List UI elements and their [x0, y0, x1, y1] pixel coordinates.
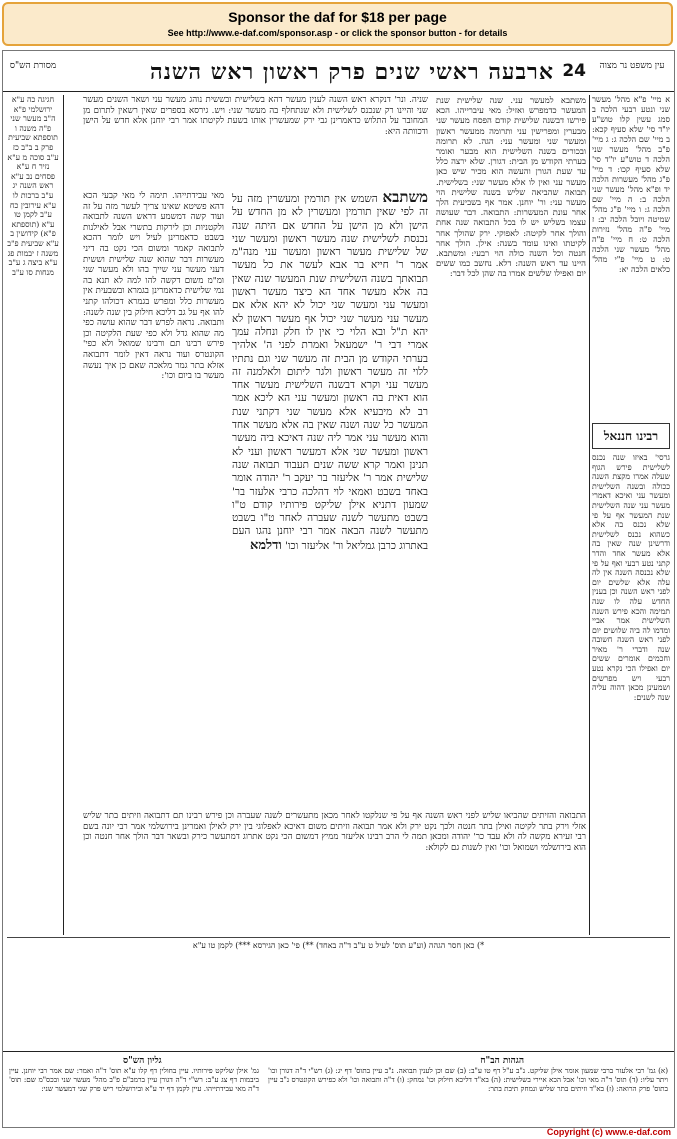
- gemara-text: השמש אין תורמין ומעשרין מזה על זה לפי שאין תורמין ומעשרין לא מן החדש על הישן ולא מן הישן על החדש אם היתה שנה נכנסת לשלישית שנה מעשר ראשון ומעשר שני של שלישית מעשר ראשון ומעשר עני מנה"מ אמר ר' חייא בר אבא לעשר את כל מעשר תבואתך בשנה השלישית שנת המעשר שנה שאין בה אלא מעשר אחד הא כיצד מעשר ראשון ומעשר עני ומעשר שני יכול לא יהא אלא אם מעשר עני מעשר שני יכול אף מעשר ראשון לא יהא ת"ל ובא הלוי כי אין לו חלק ונחלה עמך אמרי דבי ר' ישמעאל ואמרת לפני ה' אלהיך בערתי הקודש מן הבית זה מעשר שני וגם נתתיו ללוי זה מעשר ראשון ולגר ליתום ולאלמנה זה מעשר עני וקרא דבשנה השלישית מעשר אחד הוא דאית בה ראשון ומעשר עני הא ליכא אמר רב לא מיבעיא אלא מעשר שני דקתני שנת המעשר כל שנה ושנה שאין בה אלא מעשר אחד והוא מעשר עני אמר ליה שנה דאיכא ביה מעשר ראשון ומעשר שני אלא דמעשר ראשון ועני לא תנינן ואמר קרא ששה שנים תעבוד תבואה שנה שלישית אמר ר' אליעזר בר יעקב ר' יהודה אומר באחד בשבט ואמאי לוי דהלכה כרבי אלעזר בר' שמעון דתניא אילן שליקט פירותיו קודם ט"ו בשבט מתעשר לשנה שעברה לאחר ט"ו בשבט מתעשר לשנה הבאה אמר רבי יוחנן נהגו העם באתרוג כרבן גמליאל ור' אליעזר וכו': [232, 193, 428, 552]
- tosafot-top-band: שניה. ונר' דנקרא ראש השנה לענין מעשר דהא בשלישית ובששית נוהג מעשר עני ושאר השנים מעשר שני והיינו רק שנכנס לשלישית ולא שנתחלף בה מעשר שני: ויש. גירסא בספרים שאין רשאין לתרום מן המחובר על התלוש כדאמרינן גבי ירק שמעשרין אותו בשעת לקיטתו אמר רבי יוחנן אלא חדש על הישן ודכוותה היא:: [83, 95, 428, 137]
- sponsor-title[interactable]: Sponsor the daf for $18 per page: [228, 9, 447, 25]
- gilyon-text: גמ' אילן שליקט פירותיו. עיין בחולין דף קלו ע"א תוס' ד"ה ואמר: שם אמר רבי יוחנן. עיין ביבמות דף צג ע"ב: רש"י ד"ה דגורן עיין ברמב"ם פ"ב מהל' מעשר שני ובכס"מ שם: תוס' ד"ה מאי עבידתייהו. עיין לקמן דף יד ע"א ובירושלמי ריש פרק שני דמעשר שני:: [9, 1067, 259, 1093]
- page-number: 24: [562, 61, 586, 81]
- sponsor-link[interactable]: See http://www.e-daf.com/sponsor.asp - or click the sponsor button - for details: [167, 28, 508, 38]
- rashi-column: משתבא למעשר עני. שנה שלישית שנת המעשר כדמפרש ואזיל: מאי עיברייהו. הכא פירשו דבשנה שלישית קודם הפסח מעשר שני מבערין ומפרישין עני ותרומה ממעשר ראשון ומעשר שני ומעשר עני: הגה. לא תרומה ובכורים בשנה השלישית הוא מבער ואומר בערתי הקודש מן הבית: דגורן. שלא ירצה כלל עד שעת הגורן והעשה הוא מכיר שיש כאן מעשר עני ואין לו אלא מעשר שני: בשלישית. תבואה שהביאה שליש בשנה שלישית הוי מעשר עני: ור' יוחנן. אמר אף בשביעית הלך אחר עונת המעשרות: התבואה. דבר שעושה עצמו בשליש יש לו בכל התבואה שנה אחת והולך אחר לקיטה: לאפוקי. ירק שהולך אחר לקיטתו ואינו עומד בשנה: אילן. הולך אחר חנטה וכל השנה כולה הוי רבעי: ומשתבא. היינו עד ראש השנה: דלא. נחשב כמו ששים יום ואפילו שלשים אמרו בה שהן לכל דבר:: [436, 95, 586, 279]
- header-divider: [3, 91, 674, 92]
- rabbeinu-chananel-column: גרסי' באיזו שנה נכנס לשלישית פירש הגוף שעלה אמרו מקצת השנה ככולה ובשנה השלישית ומעשר עני ואיכא דאמרי מעשר עני שנה השלישית שנת המעשר אף על פי שלא נכנס בה אלא כשהוא נכנס לשלישית ודרשינן שנה שאין בה אלא מעשר אחד והדר קתני נטע רבעי ואף על פי שלא נכנסה השנה אין לה עלה אלא שלשים יום לפני ראש השנה וכן בענין החדש עלה לו שנה תמימה והכא פירש השנה השלישית אמר אביי ומדמו לה ביה שלושים יום לפני ראש השנה חשובה שנה ודברי ר' מאיר וחכמים אומרים ששים יום ואפילו הכי נקרא נטע רבעי ויש מפרשים ושמעינן מכאן דהוה עליה שנה לשנים:: [592, 453, 670, 702]
- tosafot-bottom-band: התבואה והזיתים שהביאו שליש לפני ראש השנה אף על פי שנלקטו לאחר מכאן מתעשרים לשנה שעברה וכן פירש רבינו תם דתבואה וזיתים בתר שליש אזלי וירק בתר לקיטה ואילן בתר חנטה ולכך נקט ירק ולא אמר תבואה וזיתים משום דאיכא לאפלוגי בין ירק לאילן ואמרינן בירושלמי אמר רבי יונה בשם רבי זעירא מקשה לה ולא עבד כר' יהודה ומכאן תמה לי הרב רבינו אליעזר ממיץ דמשום הכי נקט אתרוג דמתעשר כירק ובשאר דבר הולך אחר חנטה וכן הוא בירושלמי ושמואל וכו' ואין לשנות גם לקולא:: [83, 811, 586, 853]
- talmud-page: [2, 50, 675, 1128]
- hagahot-heading: הגהות הב"ח: [480, 1056, 524, 1066]
- ein-mishpat-label: עין משפט נר מצוה: [599, 61, 665, 71]
- rabbeinu-chananel-heading: רבינו חננאל: [592, 423, 670, 449]
- column-divider: [589, 95, 590, 935]
- mesoret-hashas-column: חגיגה כה ע"א ירושלמי פ"א ה"ב מעשר שני פ"ה משנה ו תוספתא שביעית פרק ב ב"ב כז ע"ב סוכה מ ע"א נזיר ח ע"א פסחים נב ע"א ראש השנה יג ע"ב ברכות לו ע"א עירובין כח ע"ב לקמן טו ע"א (תוספתא פ"א) קידושין ב ע"א שביעית פ"ב משנה ז יבמות פג ע"א ביצה ג ע"ב מנחות סו ע"ב: [7, 95, 59, 277]
- gilyon-heading: גליון הש"ס: [123, 1056, 162, 1066]
- running-title: ארבעה ראשי שנים פרק ראשון ראש השנה: [150, 59, 554, 85]
- sponsor-banner[interactable]: [2, 2, 673, 46]
- sponsor-subtitle[interactable]: [4, 28, 671, 39]
- tosafot-column: מאי עבידתייהו. תימה לי מאי קבעי הכא דהא פשיטא שאינו צריך לעשר מזה על זה ועוד קשה דמשמע דראש השנה לתבואה ולקטניות וכן לירקות בתשרי אבל לאילנות בשבט כדאמרינן לעיל ויש לומר דהכא לתבואה קאמר ומשום הכי נקט בה דיני מעשרות דבר שהוא שנה שלישית וששית דעני מעשר עני שייך בהו ולא מעשר שני ומ"מ משום דקשה להו למה לא תנא בה נמי שלישית כדאמרינן בגמרא ובשבעית אין מעשרות כלל ומפרש בגמרא דכולהו קתני להו אף על גב דליכא חילוק בין שנה לשנה: ותבואה. נראה לפרש דבר שהוא עושה כפי מה שהוא גדל ולא כפי שעת הלקיטה וכן פירש רבינו תם ורבינו שמואל ולא כפי' הקונטרס ועוד נראה דאין לומר דתבואה אזלא בתר גמר מלאכה שאם כן איך נעשה מעשר בו ביום וכו':: [83, 191, 224, 382]
- bottom-divider: [3, 1051, 674, 1052]
- hagahot-text: (א) גמ' רבי אלעזר ברבי שמעון אומר אילן שליקט. נ"ב ע"ל דף טו ע"ב: (ב) שם וכן לענין תבואה. נ"ב עיין בתוס' דף יג: (ג) רש"י ד"ה דגורן וכו' ויתר עליו: (ד) תוס' ד"ה מאי וכו' אבל הכא איירי בשלישית: (ה) בא"ד דליכא חילוק וכו' נמחק: (ו) ד"ה ותבואה וכו' ולא כפירש הקונטרס נ"ב עיין בתוס' פרק הרואה: (ז) בא"ד וזיתים בתר שליש ונמחק תיבת בתר:: [268, 1067, 668, 1093]
- gemara-lead-word: משתבא: [382, 191, 428, 206]
- ein-mishpat-column: א מיי' פ"א מהל' מעשר שני ונטע רבעי הלכה ב סמג עשין קלו טוש"ע יו"ד סי' שלא סעיף קכא: ב מיי' שם הלכה ג: ג מיי' פ"ב מהל' מעשר שני הלכה ד טוש"ע יו"ד סי' שלא סעיף קכו: ד מיי' פ"ג מהל' מעשרות הלכה יד ופ"א מהל' מעשר שני הלכה ב: ה מיי' שם הלכה ג: ו מיי' פ"ג מהל' שמיטה ויובל הלכה יב: ז מיי' פ"ה מהל' נזירות הלכה ט: ח מיי' פ"ה מהל' מעשר שני הלכה ט: ט מיי' פ"י מהל' כלאים הלכה יא:: [592, 95, 670, 274]
- gemara-end-word: ודלמא: [250, 537, 282, 553]
- mesoret-label: מסורת הש"ס: [9, 61, 57, 71]
- gemara-column: [232, 191, 428, 706]
- page-header: [3, 59, 674, 89]
- column-divider: [63, 95, 64, 935]
- copyright-notice[interactable]: Copyright (c) www.e-daf.com: [546, 1127, 671, 1137]
- footnotes-row: *) כאן חסר הגהה (וע"ע תוס' לעיל ט ע"ב ד"ה באחד) **) פי' כאן הגירסא ***) לקמן טו ע"א: [7, 937, 670, 954]
